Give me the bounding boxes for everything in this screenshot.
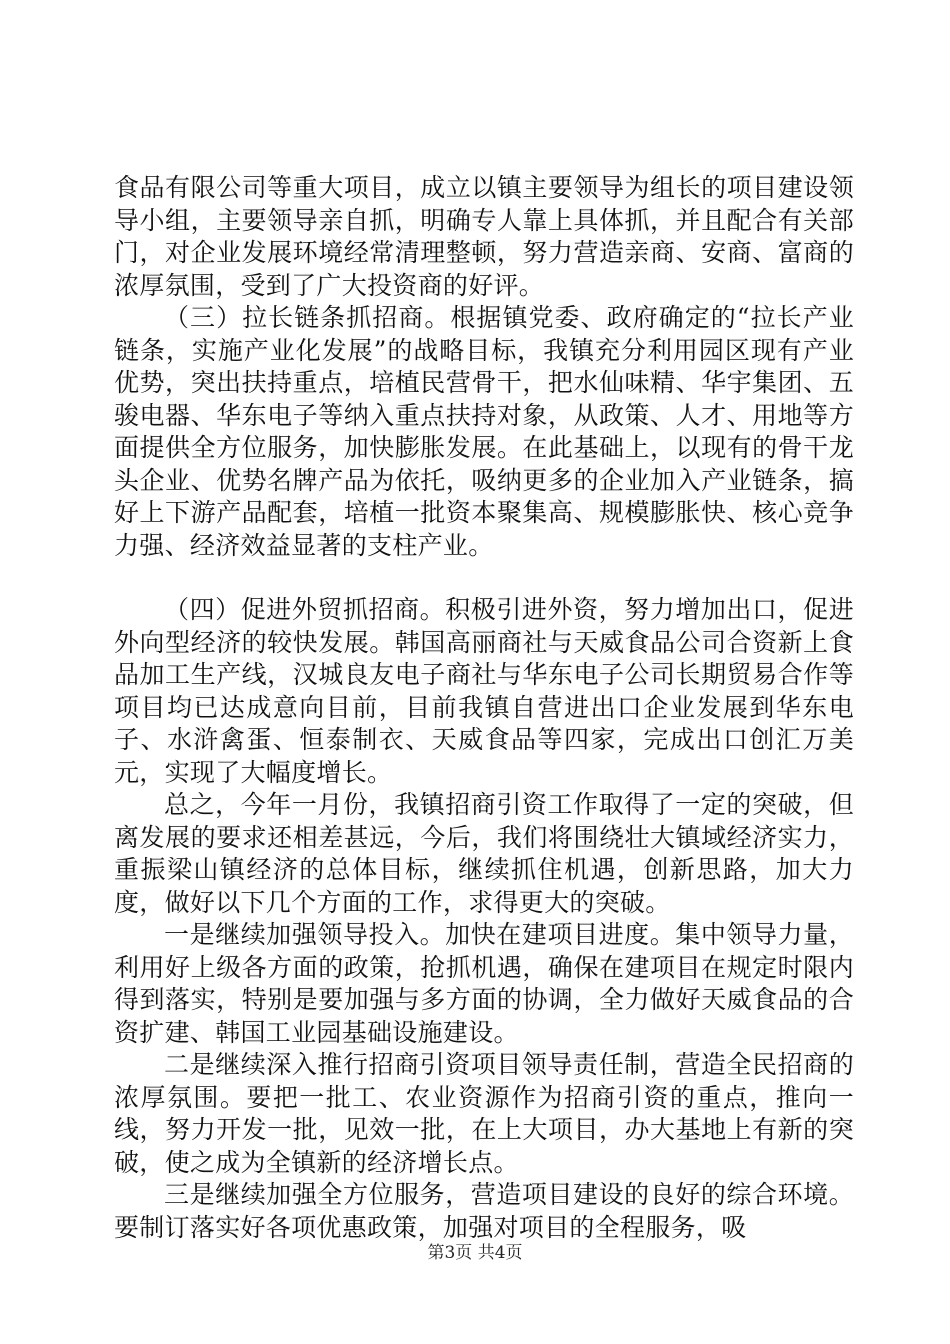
page-footer — [0, 1238, 950, 1263]
paragraph-point-1: 一是继续加强领导投入。加快在建项目进度。集中领导力量，利用好上级各方面的政策，抢抓机遇，确保在建项目在规定时限内得到落实，特别是要加强与多方面的协调，全力做好天威食品的合资扩建、韩国工业园基础设施建设。 — [114, 920, 854, 1047]
paragraph-summary: 总之，今年一月份，我镇招商引资工作取得了一定的突破，但离发展的要求还相差甚远，今后，我们将围绕壮大镇域经济实力，重振梁山镇经济的总体目标，继续抓住机遇，创新思路，加大力度，做好以下几个方面的工作，求得更大的突破。 — [114, 790, 854, 917]
paragraph-point-2: 二是继续深入推行招商引资项目领导责任制，营造全民招商的浓厚氛围。要把一批工、农业资源作为招商引资的重点，推向一线，努力开发一批，见效一批，在上大项目，办大基地上有新的突破，使之成为全镇新的经济增长点。 — [114, 1050, 854, 1177]
paragraph-continued: 食品有限公司等重大项目，成立以镇主要领导为组长的项目建设领导小组，主要领导亲自抓，明确专人靠上具体抓，并且配合有关部门，对企业发展环境经常清理整顿，努力营造亲商、安商、富商的浓厚氛围，受到了广大投资商的好评。 — [114, 173, 854, 300]
paragraph-gap — [114, 562, 854, 594]
document-body — [114, 172, 854, 1244]
page-number-label: 第3页 共4页 — [427, 1243, 523, 1263]
paragraph-section-4: （四）促进外贸抓招商。积极引进外资，努力增加出口，促进外向型经济的较快发展。韩国高丽商社与天威食品公司合资新上食品加工生产线，汉城良友电子商社与华东电子公司长期贸易合作等项目均已达成意向目前，目前我镇自营进出口企业发展到华东电子、水浒禽蛋、恒泰制衣、天威食品等四家，完成出口创汇万美元，实现了大幅度增长。 — [114, 595, 854, 787]
paragraph-section-3: （三）拉长链条抓招商。根据镇党委、政府确定的“拉长产业链条，实施产业化发展”的战略目标，我镇充分利用园区现有产业优势，突出扶持重点，培植民营骨干，把水仙味精、华宇集团、五骏电器、华东电子等纳入重点扶持对象，从政策、人才、用地等方面提供全方位服务，加快膨胀发展。在此基础上，以现有的骨干龙头企业、优势名牌产品为依托，吸纳更多的企业加入产业链条，搞好上下游产品配套，培植一批资本聚集高、规模膨胀快、核心竞争力强、经济效益显著的支柱产业。 — [114, 303, 854, 560]
paragraph-point-3: 三是继续加强全方位服务，营造项目建设的良好的综合环境。要制订落实好各项优惠政策，加强对项目的全程服务，吸 — [114, 1180, 854, 1242]
